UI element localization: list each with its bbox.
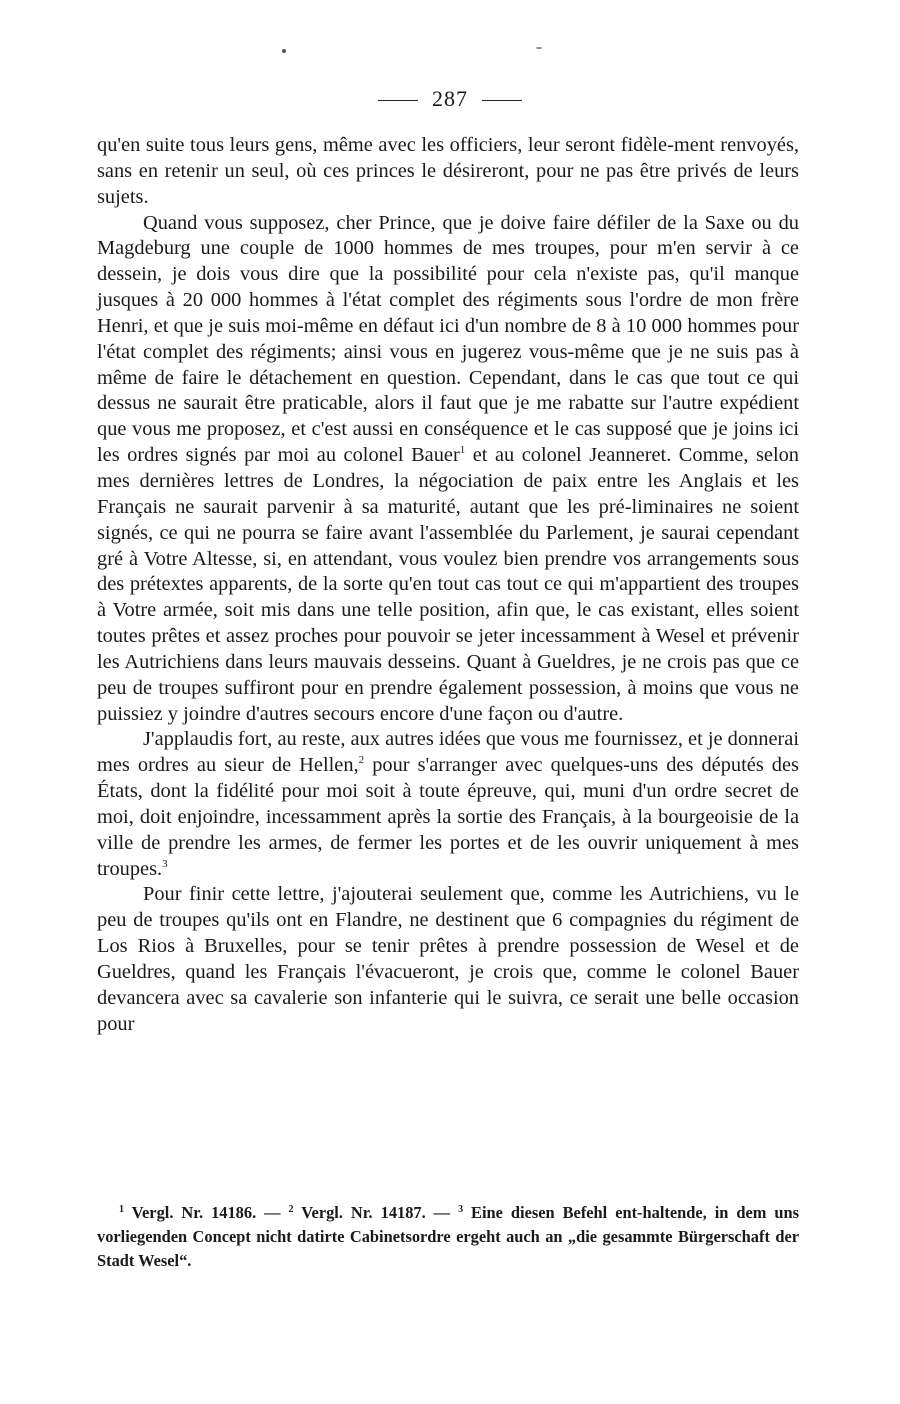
footnote-marker: 3	[458, 1204, 464, 1215]
header-dash-left	[378, 100, 418, 101]
page-header	[0, 86, 900, 112]
footnote-marker: 2	[288, 1204, 294, 1215]
paragraph	[97, 133, 799, 211]
header-dash-right	[482, 100, 522, 101]
paragraph	[97, 727, 799, 882]
text-run: Eine diesen Befehl ent-haltende, in dem uns vorliegenden Concept nicht datirte Cabinetsordre ergeht auch an „die gesammte Bürgerschaft der Stadt Wesel“.	[97, 1203, 799, 1270]
footnote-marker: 2	[358, 754, 365, 767]
text-run: J'applaudis fort, au reste, aux autres idées que vous me fournissez, et je donnerai mes ordres au sieur de Hellen,	[97, 728, 799, 777]
paragraph	[97, 211, 799, 728]
text-run: Vergl. Nr. 14187. —	[293, 1203, 459, 1222]
ink-speck	[536, 47, 542, 49]
footnotes	[97, 1201, 799, 1273]
footnote-marker: 1	[459, 444, 466, 457]
letter-body	[97, 133, 799, 1038]
footnote-marker: 3	[162, 857, 168, 870]
text-run: Pour finir cette lettre, j'ajouterai seulement que, comme les Autrichiens, vu le peu de troupes qu'ils ont en Flandre, ne destinent que 6 compagnies du régiment de Los Rios à Bruxelles, pour se tenir prêtes à prendre possession de Wesel et de Gueldres, quand les Français l'évacueront, je crois que, comme le colonel Bauer devancera avec sa cavalerie son infanterie qui le suivra, ce serait une belle occasion pour	[97, 883, 799, 1035]
footnote-marker: 1	[119, 1204, 124, 1215]
text-run: Vergl. Nr. 14186. —	[124, 1203, 289, 1222]
text-run: Quand vous supposez, cher Prince, que je doive faire défiler de la Saxe ou du Magdeburg une couple de 1000 hommes de mes troupes, pour m'en servir à ce dessein, je dois vous dire que la possibilité pour cela n'existe pas, qu'il manque jusques à 20 000 hommes à l'état complet des régiments sous l'ordre de mon frère Henri, et que je suis moi-même en défaut ici d'un nombre de 8 à 10 000 hommes pour l'état complet des régiments; ainsi vous en jugerez vous-même que je ne suis pas à même de faire le détachement en question. Cependant, dans le cas que tout ce qui dessus ne saurait être praticable, alors il faut que je me rabatte sur l'autre expédient que vous me proposez, et c'est aussi en conséquence et le cas supposé que je joins ici les ordres signés par moi au colonel Bauer	[97, 211, 799, 467]
text-run: pour s'arranger avec quelques-uns des députés des États, dont la fidélité pour moi soit à toute épreuve, qui, muni d'un ordre secret de moi, doit enjoindre, incessamment après la sortie des Français, à la bourgeoisie de la ville de prendre les armes, de fermer les portes et de les ouvrir uniquement à mes troupes.	[97, 754, 799, 880]
text-run: et au colonel Jeanneret. Comme, selon mes dernières lettres de Londres, la négociation de paix entre les Anglais et les Français ne saurait parvenir à sa maturité, autant que les pré-liminaires ne soient signés, ce qui ne pourra se faire avant l'assemblée du Parlement, je saurai cependant gré à Votre Altesse, si, en attendant, vous voulez bien prendre vos arrangements sous des prétextes apparents, de la sorte qu'en tout cas tout ce qui m'appartient des troupes à Votre armée, soit mis dans une telle position, afin que, le cas existant, elles soient toutes prêtes et assez proches pour pouvoir se jeter incessamment à Wesel et prévenir les Autrichiens dans leurs mauvais desseins. Quant à Gueldres, je ne crois pas que ce peu de troupes suffiront pour en prendre également possession, à moins que vous ne puissiez y joindre d'autres secours encore d'une façon ou d'autre.	[97, 444, 799, 725]
ink-speck	[282, 49, 286, 53]
text-run: qu'en suite tous leurs gens, même avec les officiers, leur seront fidèle-ment renvoyés, sans en retenir un seul, où ces princes le désireront, pour ne pas être privés de leurs sujets.	[97, 134, 799, 208]
page-number: 287	[432, 86, 468, 111]
paragraph	[97, 882, 799, 1037]
